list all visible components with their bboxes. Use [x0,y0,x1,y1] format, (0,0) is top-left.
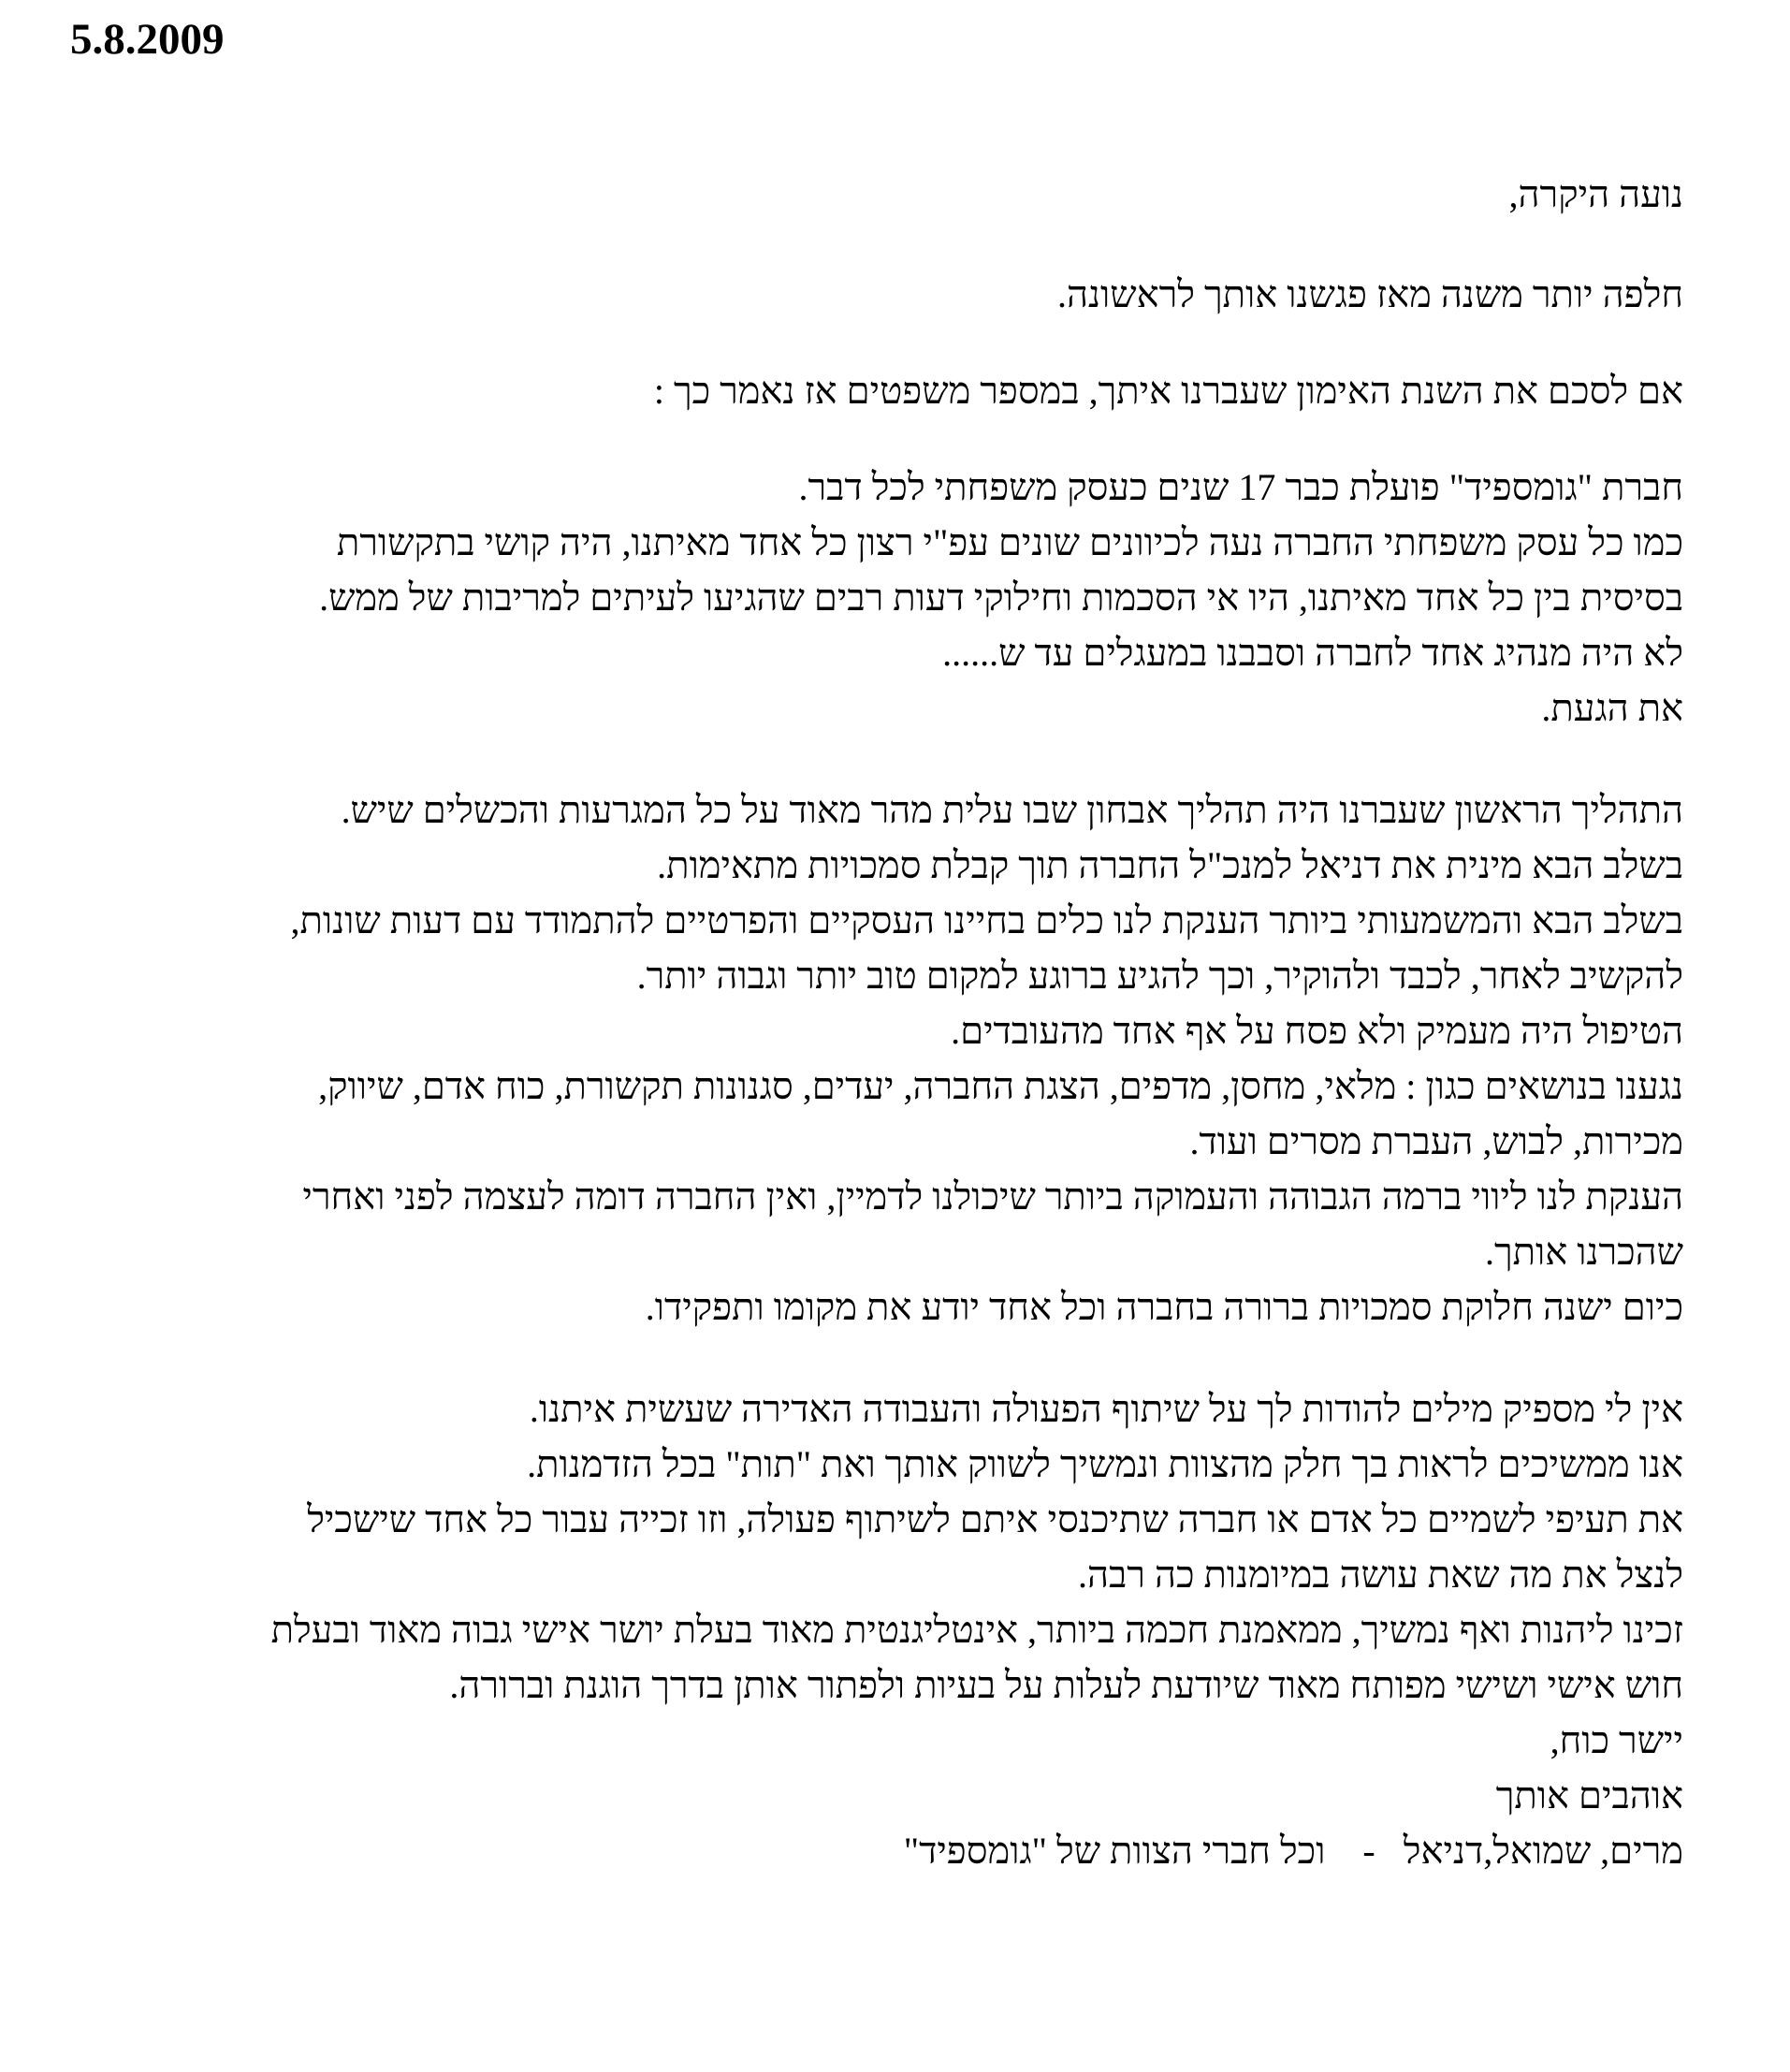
signature-line: מרים, שמואל,דניאל - וכל חברי הצוות של "גומספיד" [903,1830,1683,1872]
closing-line: אוהבים אותך [1495,1774,1683,1817]
paragraph-line: את הגעת. [1541,687,1683,729]
intro-line: אם לסכם את השנת האימון שעברנו איתך, במספר משפטים אז נאמר כך : [653,370,1683,412]
spacer [74,736,1683,782]
paragraph-line: התהליך הראשון שעברנו היה תהליך אבחון שבו עלית מהר מאוד על כל המגרעות והכשלים שיש. [341,789,1683,831]
paragraph-line: את תעיפי לשמיים כל אדם או חברה שתיכנסי איתם לשיתוף פעולה, וזו זכייה עבור כל אחד שישכיל [307,1498,1683,1540]
closing [74,1713,1683,1878]
paragraph-line: בסיסית בין כל אחד מאיתנו, היו אי הסכמות וחילוקי דעות רבים שהגיעו לעיתים למריבות של ממש. [319,576,1683,619]
paragraph-line: אנו ממשיכים לראות בך חלק מהצוות ונמשיך לשווק אותך ואת "תות" בכל הזדמנות. [527,1443,1683,1485]
spacer [74,322,1683,363]
letter-date: 5.8.2009 [70,15,225,64]
paragraph-line: בשלב הבא והמשמעותי ביותר הענקת לנו כלים בחיינו העסקיים והפרטיים להתמודד עם דעות שונות, [290,899,1683,941]
paragraph-line: כמו כל עסק משפחתי החברה נעה לכיוונים שונים עפ"י רצון כל אחד מאיתנו, היה קושי בתקשורת [336,521,1683,563]
paragraph-history [74,460,1683,736]
paragraph-line: כיום ישנה חלוקת סמכויות ברורה בחברה וכל אחד יודע את מקומו ותפקידו. [645,1286,1683,1328]
paragraph-thanks [74,1381,1683,1713]
paragraph-line: זכינו ליהנות ואף נמשיך, ממאמנת חכמה ביותר, אינטליגנטית מאוד בעלת יושר אישי גבוה מאוד ובעלת [270,1609,1683,1651]
paragraph-process [74,782,1683,1335]
paragraph-line: לנצל את מה שאת עושה במיומנות כה רבה. [1078,1554,1683,1596]
paragraph-line: הטיפול היה מעמיק ולא פסח על אף אחד מהעובדים. [951,1010,1683,1052]
paragraph-line: מכירות, לבוש, העברת מסרים ועוד. [1189,1120,1683,1162]
spacer [74,1335,1683,1381]
intro-line: חלפה יותר משנה מאז פגשנו אותך לראשונה. [1057,273,1683,315]
paragraph-line: אין לי מספיק מילים להודות לך על שיתוף הפעולה והעבודה האדירה שעשית איתנו. [529,1388,1683,1430]
spacer [74,418,1683,460]
paragraph-line: הענקת לנו ליווי ברמה הגבוהה והעמוקה ביותר שיכולנו לדמיין, ואין החברה דומה לעצמה לפני ואחרי [302,1175,1683,1218]
paragraph-line: חברת "גומספיד" פועלת כבר 17 שנים כעסק משפחתי לכל דבר. [798,466,1683,508]
letter-body [74,167,1683,1878]
paragraph-line: לא היה מנהיג אחד לחברה וסבבנו במעגלים עד ש...... [942,632,1683,674]
paragraph-line: חוש אישי ושישי מפותח מאוד שיודעת לעלות על בעיות ולפתור אותן בדרך הוגנת וברורה. [449,1664,1683,1706]
greeting: נועה היקרה, [1508,173,1683,215]
spacer [74,222,1683,267]
closing-line: יישר כוח, [1550,1719,1683,1761]
paragraph-line: בשלב הבא מינית את דניאל למנכ"ל החברה תוך קבלת סמכויות מתאימות. [657,844,1683,886]
paragraph-line: להקשיב לאחר, לכבד ולהוקיר, וכך להגיע ברוגע למקום טוב יותר וגבוה יותר. [636,955,1683,997]
paragraph-line: שהכרנו אותך. [1484,1231,1683,1273]
paragraph-line: נגענו בנושאים כגון : מלאי, מחסן, מדפים, הצגת החברה, יעדים, סגנונות תקשורת, כוח אדם, שיווק, [318,1065,1683,1107]
